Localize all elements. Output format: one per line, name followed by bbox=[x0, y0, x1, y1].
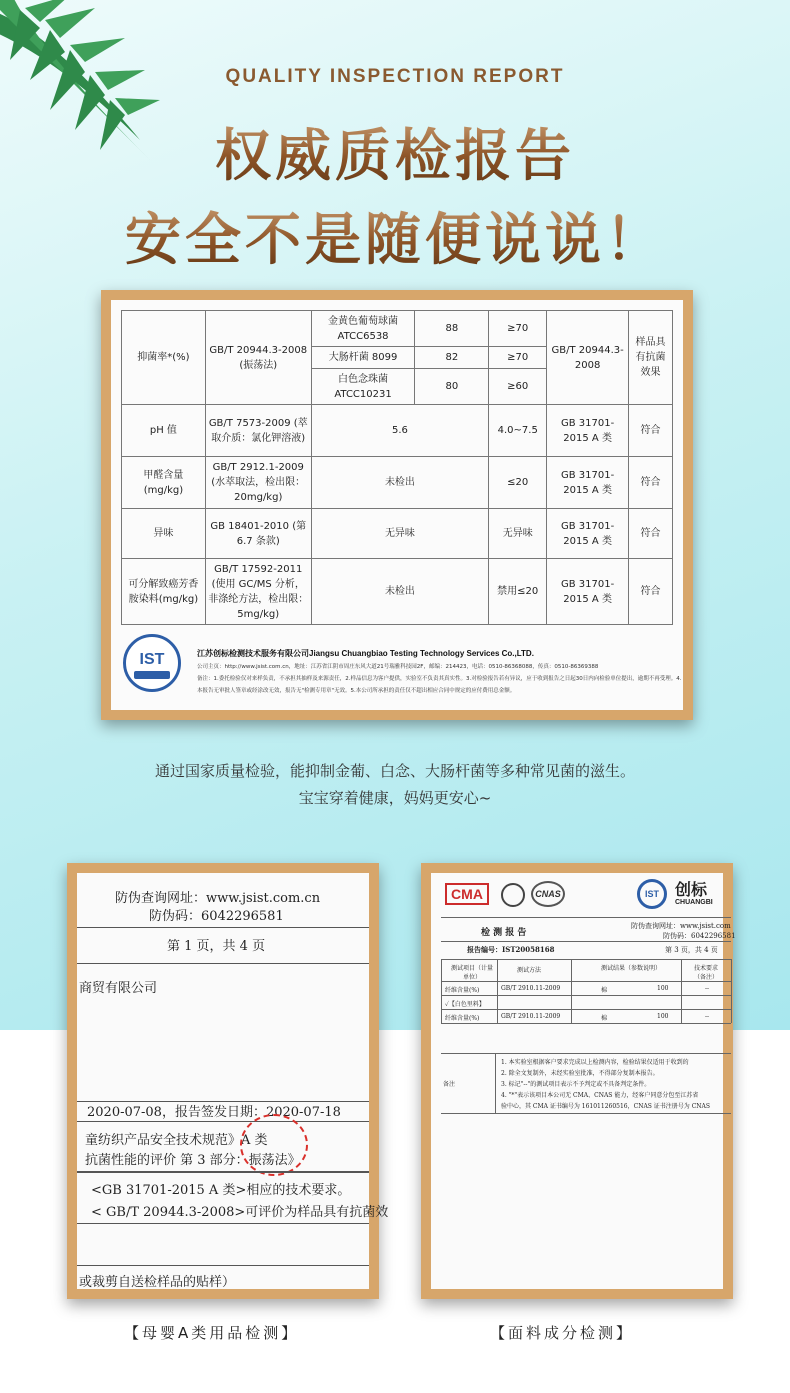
table-cell: GB 31701-2015 A 类 bbox=[547, 559, 629, 625]
row2-value: 100 bbox=[657, 1013, 669, 1020]
report-table bbox=[121, 310, 673, 625]
standard-line-b: 抗菌性能的评价 第 3 部分：振荡法》 bbox=[85, 1153, 301, 1168]
table-cell: ≥70 bbox=[489, 347, 547, 369]
row1-material: 棉 bbox=[601, 987, 608, 994]
table-cell: 符合 bbox=[629, 559, 673, 625]
query-url: 防伪查询网址：www.jsist.com.cn bbox=[115, 891, 321, 906]
table-cell: GB/T 7573-2009 (萃取介质：氯化钾溶液) bbox=[205, 405, 311, 457]
table-cell: 无异味 bbox=[489, 509, 547, 559]
ist-logo: IST bbox=[637, 879, 667, 909]
table-cell: 未检出 bbox=[311, 559, 489, 625]
sample-note: 或裁剪自送检样品的贴样） bbox=[79, 1275, 236, 1290]
brand-name: 创标 bbox=[675, 880, 708, 899]
report-title: 检 测 报 告 bbox=[481, 928, 527, 938]
table-cell: ≤20 bbox=[489, 457, 547, 509]
anti-fake-code: 防伪码：6042296581 bbox=[663, 932, 736, 940]
note-2: 2. 除全文复制外，未经实验室批准，不得部分复制本报告。 bbox=[501, 1070, 659, 1077]
row2-req: -- bbox=[705, 1013, 710, 1020]
note-3: 3. 标记"--"的测试项目表示不予判定或不具备判定条件。 bbox=[501, 1081, 651, 1088]
main-report-frame bbox=[101, 290, 693, 720]
report-footer bbox=[119, 630, 682, 710]
page-number: 第 3 页，共 4 页 bbox=[665, 946, 718, 954]
row2-method: GB/T 2910.11-2009 bbox=[501, 1013, 561, 1020]
section-label: ✓【白色里料】 bbox=[445, 1001, 485, 1008]
cnas-logo: CNAS bbox=[531, 881, 565, 907]
table-cell: GB 31701-2015 A 类 bbox=[547, 509, 629, 559]
table-cell: 白色念珠菌 ATCC10231 bbox=[311, 369, 415, 405]
main-title-line2: 安全不是随便说说！ bbox=[0, 196, 790, 276]
table-cell: 88 bbox=[415, 311, 489, 347]
table-cell: 符合 bbox=[629, 457, 673, 509]
caption-right: 【面料成分检测】 bbox=[490, 1324, 635, 1342]
table-cell: 甲醛含量 (mg/kg) bbox=[122, 457, 206, 509]
table-cell: GB/T 20944.3-2008 bbox=[547, 311, 629, 405]
row1-value: 100 bbox=[657, 985, 669, 992]
standard-line-a: 童纺织产品安全技术规范》A 类 bbox=[85, 1133, 268, 1148]
col-method: 测试方法 bbox=[517, 967, 542, 974]
company-address: 公司主页：http://www.jsist.com.cn，地址：江苏省江阴市周庄东风大道21号瑞雅科技园2F，邮编：214423，电话：0510-86368088，传真：0510-86369388 bbox=[197, 664, 599, 670]
caption-left: 【母婴A类用品检测】 bbox=[124, 1324, 300, 1342]
conclusion-line-d: < GB/T 20944.3-2008>可评价为样品具有抗菌效 bbox=[91, 1205, 389, 1220]
table-cell: GB 31701-2015 A 类 bbox=[547, 405, 629, 457]
table-cell: GB/T 20944.3-2008 (振荡法) bbox=[205, 311, 311, 405]
col-result: 测试结果（参数说明） bbox=[601, 965, 662, 972]
left-report-frame bbox=[67, 863, 389, 1299]
row1-item: 纤维含量(%) bbox=[445, 987, 480, 994]
col-requirement: 技术要求（备注） bbox=[693, 965, 718, 981]
table-cell: 符合 bbox=[629, 509, 673, 559]
note-5: 验中心，其 CMA 证书编号为 161011260516，CNAS 证书注册号为 CNAS bbox=[501, 1103, 710, 1110]
table-cell: pH 值 bbox=[122, 405, 206, 457]
ist-logo-text: IST bbox=[139, 651, 165, 668]
table-cell: 大肠杆菌 8099 bbox=[311, 347, 415, 369]
row2-item: 纤维含量(%) bbox=[445, 1015, 480, 1022]
table-cell: 无异味 bbox=[311, 509, 489, 559]
table-cell: GB 31701-2015 A 类 bbox=[547, 457, 629, 509]
table-cell: GB 18401-2010 (第 6.7 条款) bbox=[205, 509, 311, 559]
highlight-circle bbox=[240, 1114, 308, 1176]
table-cell: 82 bbox=[415, 347, 489, 369]
table-cell: GB/T 17592-2011 (使用 GC/MS 分析，非涤纶方法，检出限：5mg/kg) bbox=[205, 559, 311, 625]
query-url: 防伪查询网址：www.jsist.com bbox=[631, 922, 731, 930]
anti-fake-code: 防伪码：6042296581 bbox=[149, 909, 284, 924]
ist-logo-band bbox=[134, 671, 170, 679]
cma-logo: CMA bbox=[445, 883, 489, 905]
main-title-line1: 权威质检报告 bbox=[0, 112, 790, 192]
table-cell: 5.6 bbox=[311, 405, 489, 457]
report-notes-2: 本报告无审批人签章或经涂改无效，报告无"检测专用章"无效。5.本公司所承担的责任仅不超出相应合同中规定的应付费用总金额。 bbox=[197, 688, 516, 694]
row1-req: -- bbox=[705, 985, 710, 992]
brand-english: CHUANGBI bbox=[675, 899, 713, 906]
note-1: 1. 本实验室根据客户要求完成以上检测内容，检验结果仅适用于收到的 bbox=[501, 1059, 689, 1066]
row2-material: 棉 bbox=[601, 1015, 608, 1022]
table-cell: 金黄色葡萄球菌 ATCC6538 bbox=[311, 311, 415, 347]
table-cell: 可分解致癌芳香胺染料(mg/kg) bbox=[122, 559, 206, 625]
report-number: 报告编号：IST20058168 bbox=[467, 945, 555, 954]
table-cell: 样品具有抗菌效果 bbox=[629, 311, 673, 405]
client-company: 商贸有限公司 bbox=[79, 981, 158, 996]
table-cell: 禁用≤20 bbox=[489, 559, 547, 625]
company-name: 江苏创标检测技术服务有限公司Jiangsu Chuangbiao Testing Technology Services Co.,LTD. bbox=[197, 649, 534, 658]
table-cell: ≥60 bbox=[489, 369, 547, 405]
right-report-frame bbox=[421, 863, 736, 1299]
table-cell: 未检出 bbox=[311, 457, 489, 509]
report-dates: 2020-07-08，报告签发日期：2020-07-18 bbox=[87, 1105, 341, 1120]
description-line1: 通过国家质量检验，能抑制金葡、白念、大肠杆菌等多种常见菌的滋生。 bbox=[154, 762, 635, 780]
table-cell: 80 bbox=[415, 369, 489, 405]
report-notes: 备注：1.委托检验仅对来样负责，不承担其抽样及来源责任，2.样品信息为客户提供，实验室不负责其真实性。3.对检验报告若有异议，应于收到报告之日起30日内向检验单位提出，逾期不再受理。4. bbox=[197, 676, 682, 682]
conclusion-line-c: <GB 31701-2015 A 类>相应的技术要求。 bbox=[91, 1183, 351, 1198]
table-cell: ≥70 bbox=[489, 311, 547, 347]
table-cell: 抑菌率*(%) bbox=[122, 311, 206, 405]
description-line2: 宝宝穿着健康，妈妈更安心~ bbox=[298, 789, 492, 807]
notes-label: 备注 bbox=[443, 1081, 456, 1088]
col-item: 测试项目（计量单位） bbox=[451, 965, 494, 981]
page-number: 第 1 页，共 4 页 bbox=[167, 939, 266, 954]
table-cell: 4.0~7.5 bbox=[489, 405, 547, 457]
table-cell: 异味 bbox=[122, 509, 206, 559]
ilac-logo-icon bbox=[501, 883, 525, 907]
english-title: QUALITY INSPECTION REPORT bbox=[225, 66, 565, 87]
table-cell: 符合 bbox=[629, 405, 673, 457]
ist-logo bbox=[123, 634, 181, 692]
row1-method: GB/T 2910.11-2009 bbox=[501, 985, 561, 992]
note-4: 4. "*"表示该项目本公司无 CMA、CNAS 能力，经客户同意分包至江苏省 bbox=[501, 1092, 699, 1099]
table-cell: GB/T 2912.1-2009 (水萃取法，检出限：20mg/kg) bbox=[205, 457, 311, 509]
